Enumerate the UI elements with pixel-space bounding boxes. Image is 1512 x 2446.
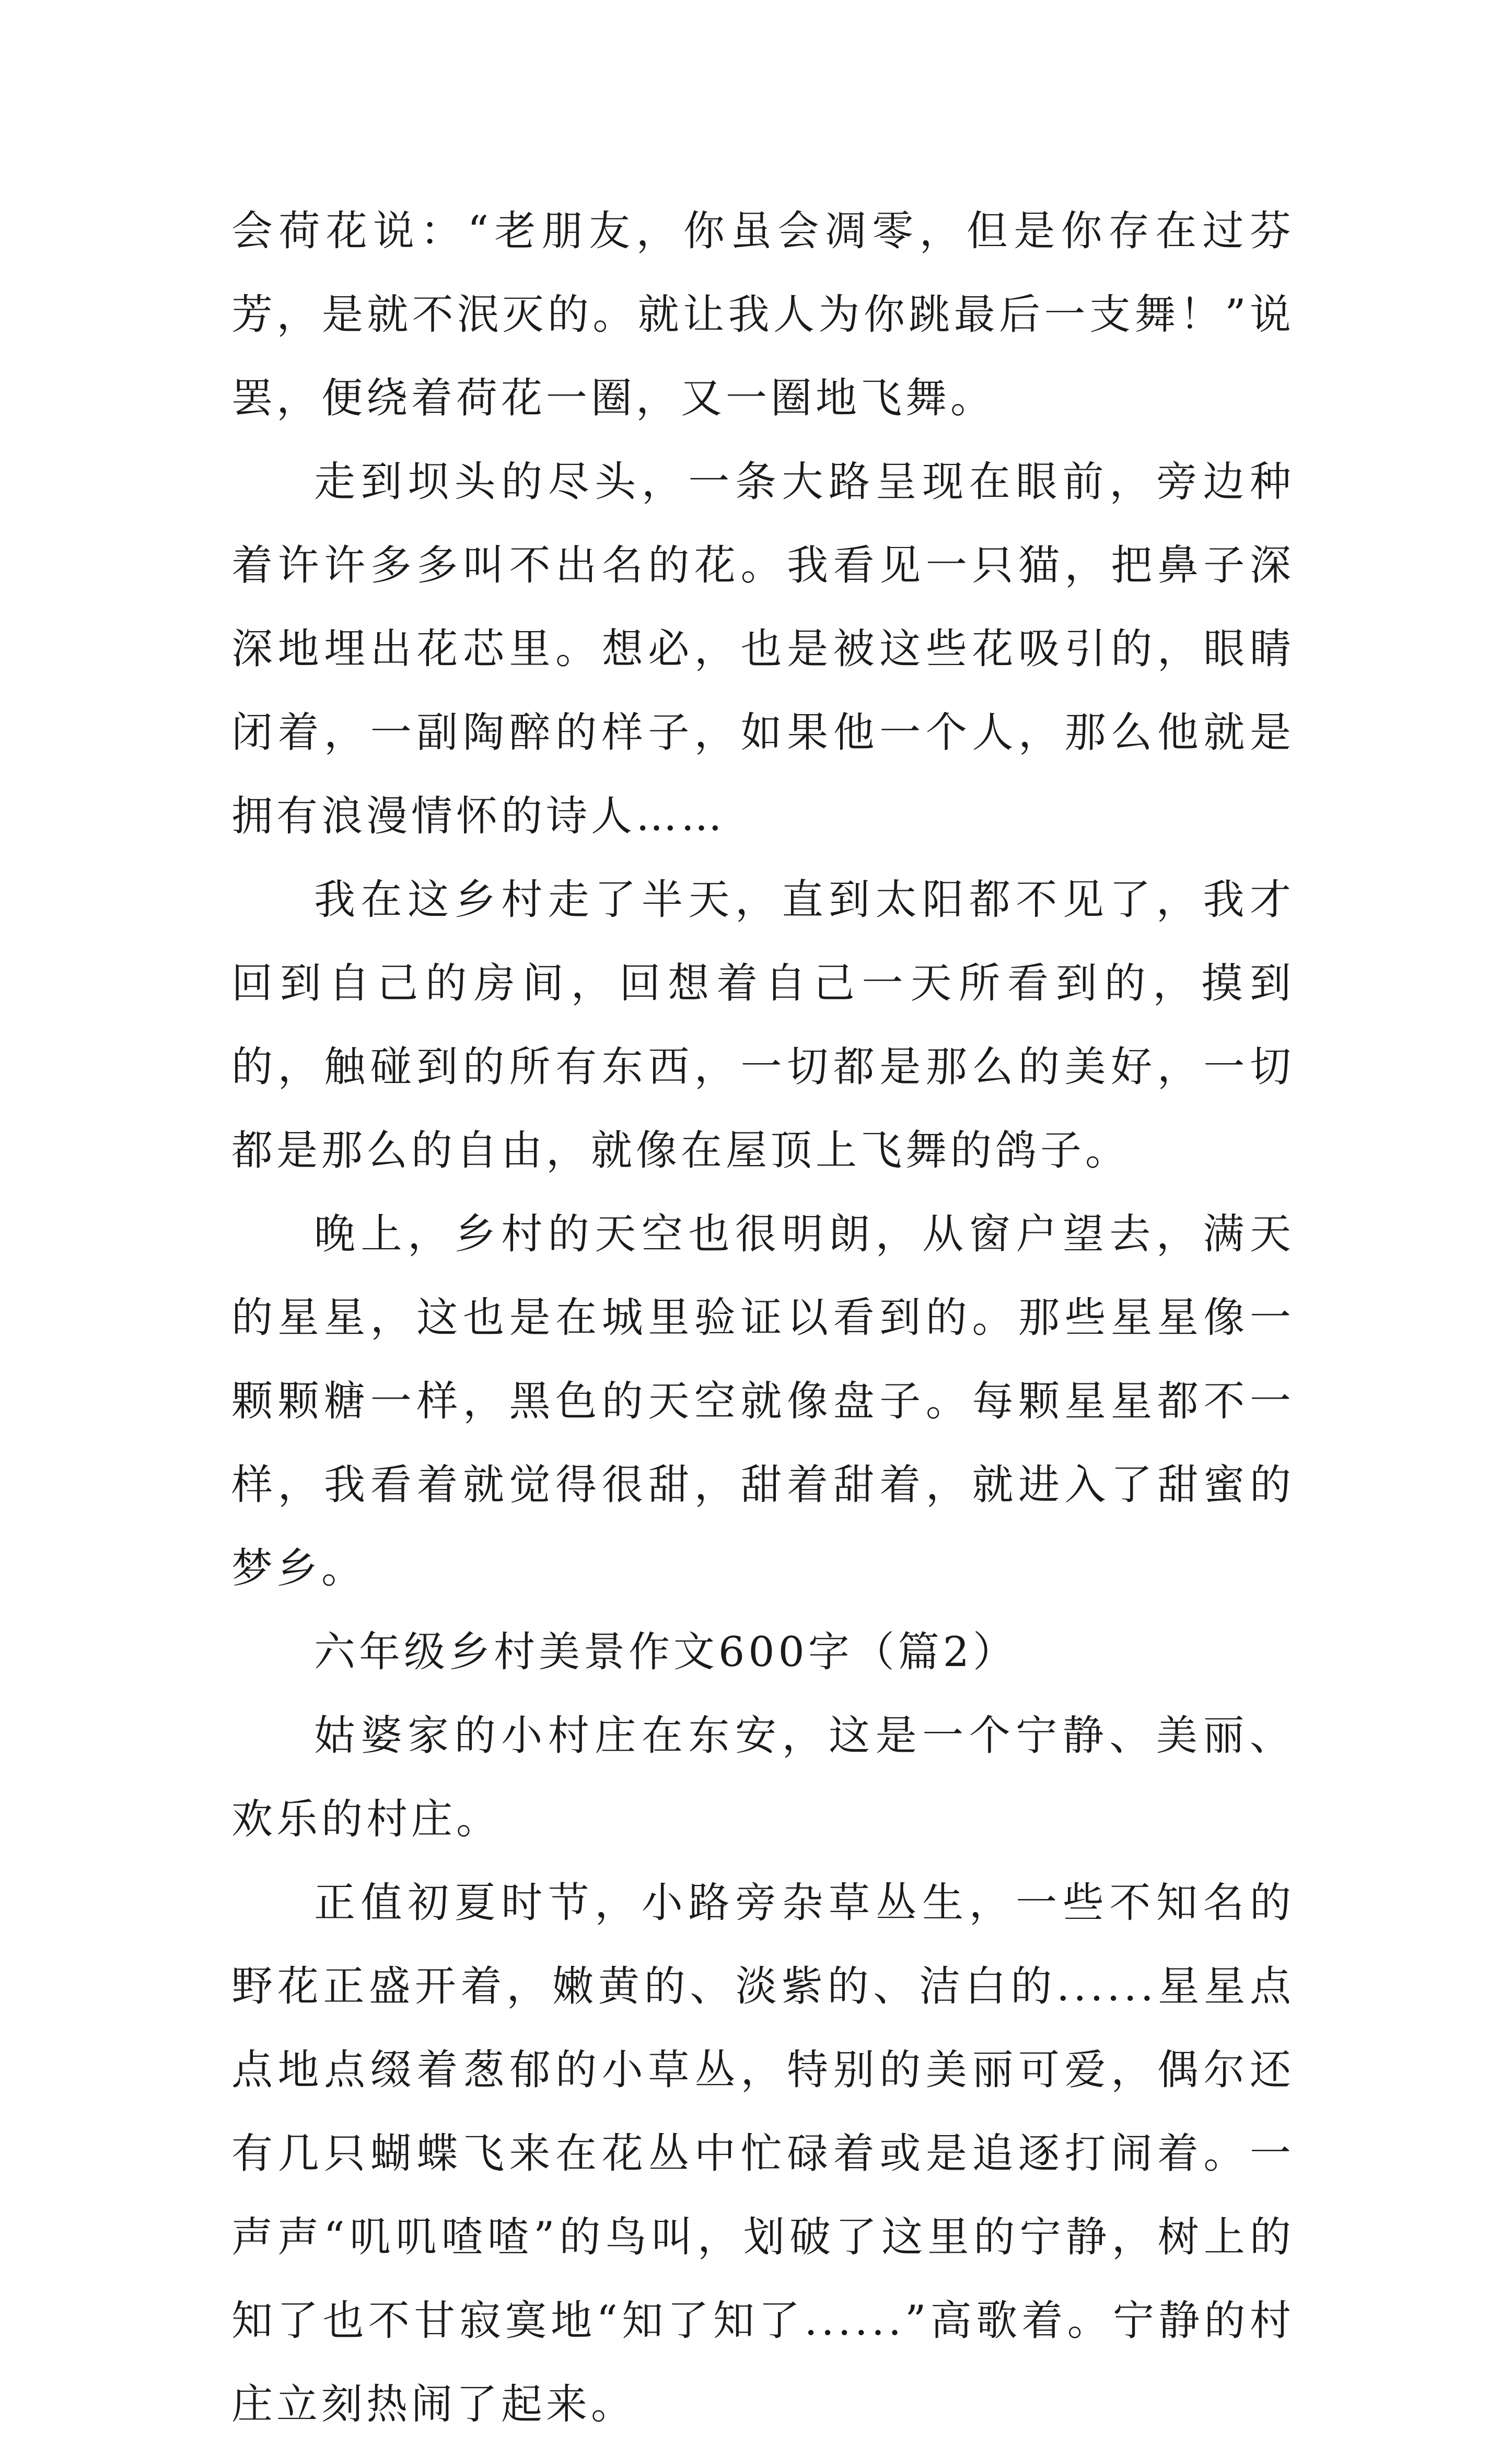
paragraph: 晚上，乡村的天空也很明朗，从窗户望去，满天的星星，这也是在城里验证以看到的。那些星星像一颗颗糖一样，黑色的天空就像盘子。每颗星星都不一样，我看着就觉得很甜，甜着甜着，就进入了甜蜜的梦乡。 — [231, 1210, 1295, 1592]
paragraph-continuation: 会荷花说：“老朋友，你虽会凋零，但是你存在过芬芳，是就不泯灭的。就让我人为你跳最后一支舞！”说罢，便绕着荷花一圈，又一圈地飞舞。 — [231, 207, 1295, 422]
document-body — [231, 189, 1295, 2446]
paragraph: 正值初夏时节，小路旁杂草丛生，一些不知名的野花正盛开着，嫩黄的、淡紫的、洁白的......星星点点地点缀着葱郁的小草丛，特别的美丽可爱，偶尔还有几只蝴蝶飞来在花丛中忙碌着或是追逐打闹着。一声声“叽叽喳喳”的鸟叫，划破了这里的宁静，树上的知了也不甘寂寞地“知了知了......”高歌着。宁静的村庄立刻热闹了起来。 — [231, 1879, 1295, 2428]
paragraph: 走到坝头的尽头，一条大路呈现在眼前，旁边种着许许多多叫不出名的花。我看见一只猫，把鼻子深深地埋出花芯里。想必，也是被这些花吸引的，眼睛闭着，一副陶醉的样子，如果他一个人，那么他就是拥有浪漫情怀的诗人…… — [231, 458, 1295, 840]
paragraph: 姑婆家的小村庄在东安，这是一个宁静、美丽、欢乐的村庄。 — [231, 1711, 1295, 1843]
paragraph: 我在这乡村走了半天，直到太阳都不见了，我才回到自己的房间，回想着自己一天所看到的，摸到的，触碰到的所有东西，一切都是那么的美好，一切都是那么的自由，就像在屋顶上飞舞的鸽子。 — [231, 876, 1295, 1174]
section-heading: 六年级乡村美景作文600字（篇2） — [314, 1628, 1018, 1676]
